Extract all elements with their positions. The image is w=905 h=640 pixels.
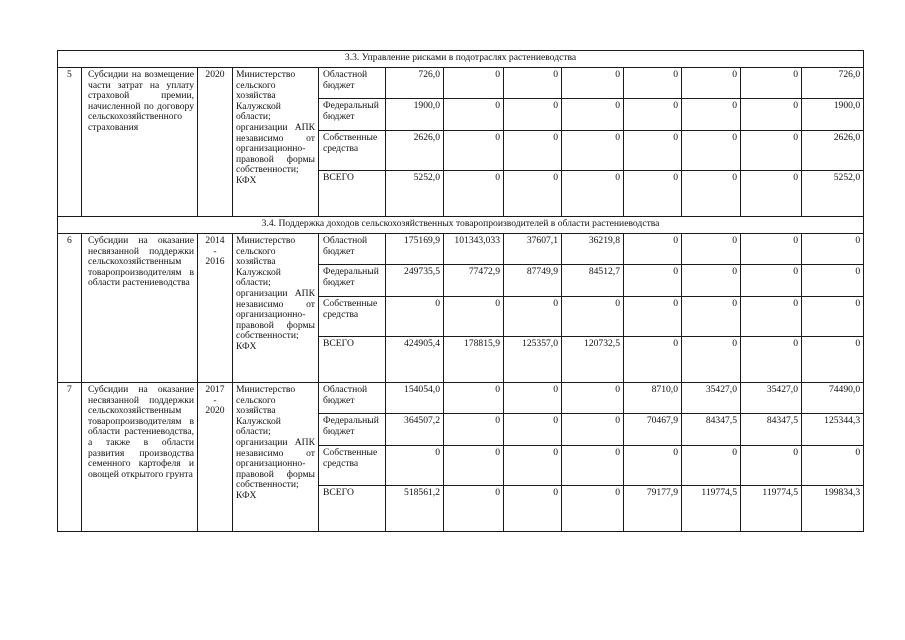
amount-cell: 0	[741, 234, 802, 265]
amount-cell: 0	[444, 171, 504, 217]
funding-source: Областной бюджет	[319, 383, 386, 414]
amount-cell: 0	[741, 446, 802, 486]
row-number: 7	[58, 383, 82, 532]
funding-source: Собственные средства	[319, 446, 386, 486]
budget-table	[57, 50, 864, 532]
funding-source: ВСЕГО	[319, 486, 386, 532]
amount-cell: 0	[624, 446, 682, 486]
amount-cell: 0	[562, 414, 624, 446]
amount-cell: 249735,5	[386, 265, 444, 297]
amount-cell: 0	[741, 99, 802, 131]
executor: Министерство сельского хозяйства Калужской области; организации АПК независимо от организационно-правовой формы собственности; КФХ	[233, 234, 319, 383]
amount-cell: 0	[741, 265, 802, 297]
amount-cell: 726,0	[386, 68, 444, 99]
amount-cell: 35427,0	[682, 383, 741, 414]
funding-source: Федеральный бюджет	[319, 414, 386, 446]
section-header-row	[58, 217, 864, 234]
amount-cell: 0	[504, 486, 562, 532]
amount-cell: 0	[504, 68, 562, 99]
amount-cell: 0	[504, 414, 562, 446]
amount-cell: 424905,4	[386, 337, 444, 383]
amount-cell: 119774,5	[682, 486, 741, 532]
amount-cell: 37607,1	[504, 234, 562, 265]
amount-cell: 0	[624, 234, 682, 265]
amount-cell: 84347,5	[682, 414, 741, 446]
amount-cell: 125357,0	[504, 337, 562, 383]
amount-cell: 0	[386, 297, 444, 337]
amount-cell: 0	[624, 297, 682, 337]
amount-cell: 0	[802, 337, 864, 383]
amount-cell: 8710,0	[624, 383, 682, 414]
amount-cell: 87749,9	[504, 265, 562, 297]
amount-cell: 0	[682, 337, 741, 383]
amount-cell: 0	[682, 446, 741, 486]
amount-cell: 0	[444, 68, 504, 99]
amount-cell: 35427,0	[741, 383, 802, 414]
amount-cell: 0	[504, 446, 562, 486]
amount-cell: 0	[504, 99, 562, 131]
measure-description: Субсидии на оказание несвязанной поддержки сельскохозяйственным товаропроизводителям в области растениеводства	[82, 234, 198, 383]
amount-cell: 0	[741, 337, 802, 383]
amount-cell: 0	[444, 383, 504, 414]
amount-cell: 101343,033	[444, 234, 504, 265]
amount-cell: 74490,0	[802, 383, 864, 414]
amount-cell: 0	[741, 297, 802, 337]
amount-cell: 364507,2	[386, 414, 444, 446]
amount-cell: 2626,0	[802, 131, 864, 171]
amount-cell: 178815,9	[444, 337, 504, 383]
amount-cell: 0	[562, 68, 624, 99]
section-title: 3.3. Управление рисками в подотраслях растениеводства	[58, 51, 864, 68]
amount-cell: 0	[802, 265, 864, 297]
amount-cell: 0	[741, 131, 802, 171]
implementation-years: 2017 - 2020	[198, 383, 233, 532]
amount-cell: 154054,0	[386, 383, 444, 414]
amount-cell: 0	[562, 99, 624, 131]
amount-cell: 79177,9	[624, 486, 682, 532]
amount-cell: 0	[741, 68, 802, 99]
amount-cell: 0	[741, 171, 802, 217]
amount-cell: 0	[504, 297, 562, 337]
amount-cell: 0	[624, 131, 682, 171]
amount-cell: 0	[444, 131, 504, 171]
amount-cell: 518561,2	[386, 486, 444, 532]
amount-cell: 0	[682, 171, 741, 217]
amount-cell: 0	[682, 99, 741, 131]
amount-cell: 5252,0	[386, 171, 444, 217]
funding-source: Собственные средства	[319, 131, 386, 171]
amount-cell: 199834,3	[802, 486, 864, 532]
amount-cell: 0	[802, 446, 864, 486]
amount-cell: 0	[504, 131, 562, 171]
amount-cell: 0	[624, 337, 682, 383]
amount-cell: 77472,9	[444, 265, 504, 297]
amount-cell: 1900,0	[386, 99, 444, 131]
funding-source: Собственные средства	[319, 297, 386, 337]
amount-cell: 0	[802, 234, 864, 265]
amount-cell: 84347,5	[741, 414, 802, 446]
amount-cell: 2626,0	[386, 131, 444, 171]
table-row	[58, 68, 864, 99]
executor: Министерство сельского хозяйства Калужской области; организации АПК независимо от организационно-правовой формы собственности; КФХ	[233, 68, 319, 217]
funding-source: Областной бюджет	[319, 68, 386, 99]
implementation-years: 2014 - 2016	[198, 234, 233, 383]
funding-source: ВСЕГО	[319, 171, 386, 217]
row-number: 5	[58, 68, 82, 217]
amount-cell: 84512,7	[562, 265, 624, 297]
amount-cell: 70467,9	[624, 414, 682, 446]
table-row	[58, 383, 864, 414]
amount-cell: 0	[682, 234, 741, 265]
funding-source: Областной бюджет	[319, 234, 386, 265]
amount-cell: 0	[682, 297, 741, 337]
amount-cell: 125344,3	[802, 414, 864, 446]
row-number: 6	[58, 234, 82, 383]
amount-cell: 726,0	[802, 68, 864, 99]
funding-source: ВСЕГО	[319, 337, 386, 383]
table-row	[58, 234, 864, 265]
amount-cell: 0	[444, 414, 504, 446]
amount-cell: 0	[624, 68, 682, 99]
amount-cell: 0	[624, 265, 682, 297]
amount-cell: 0	[802, 297, 864, 337]
amount-cell: 0	[386, 446, 444, 486]
amount-cell: 36219,8	[562, 234, 624, 265]
measure-description: Субсидии на оказание несвязанной поддержки сельскохозяйственным товаропроизводителям в области растениеводства, а также в области развития производства семенного картофеля и овощей открытого грунта	[82, 383, 198, 532]
amount-cell: 0	[562, 171, 624, 217]
amount-cell: 0	[562, 131, 624, 171]
amount-cell: 0	[624, 99, 682, 131]
section-header-row	[58, 51, 864, 68]
funding-source: Федеральный бюджет	[319, 265, 386, 297]
section-title: 3.4. Поддержка доходов сельскохозяйственных товаропроизводителей в области растениеводства	[58, 217, 864, 234]
amount-cell: 0	[562, 486, 624, 532]
amount-cell: 5252,0	[802, 171, 864, 217]
amount-cell: 0	[682, 265, 741, 297]
amount-cell: 1900,0	[802, 99, 864, 131]
executor: Министерство сельского хозяйства Калужской области; организации АПК независимо от организационно-правовой формы собственности; КФХ	[233, 383, 319, 532]
amount-cell: 0	[444, 99, 504, 131]
amount-cell: 0	[624, 171, 682, 217]
funding-source: Федеральный бюджет	[319, 99, 386, 131]
amount-cell: 0	[682, 68, 741, 99]
amount-cell: 0	[444, 486, 504, 532]
table-body	[58, 51, 864, 532]
amount-cell: 0	[562, 297, 624, 337]
amount-cell: 0	[504, 383, 562, 414]
amount-cell: 120732,5	[562, 337, 624, 383]
amount-cell: 175169,9	[386, 234, 444, 265]
amount-cell: 0	[444, 297, 504, 337]
amount-cell: 0	[562, 446, 624, 486]
amount-cell: 0	[504, 171, 562, 217]
amount-cell: 119774,5	[741, 486, 802, 532]
amount-cell: 0	[562, 383, 624, 414]
implementation-years: 2020	[198, 68, 233, 217]
amount-cell: 0	[444, 446, 504, 486]
measure-description: Субсидии на возмещение части затрат на уплату страховой премии, начисленной по договору сельскохозяйственного страхования	[82, 68, 198, 217]
amount-cell: 0	[682, 131, 741, 171]
